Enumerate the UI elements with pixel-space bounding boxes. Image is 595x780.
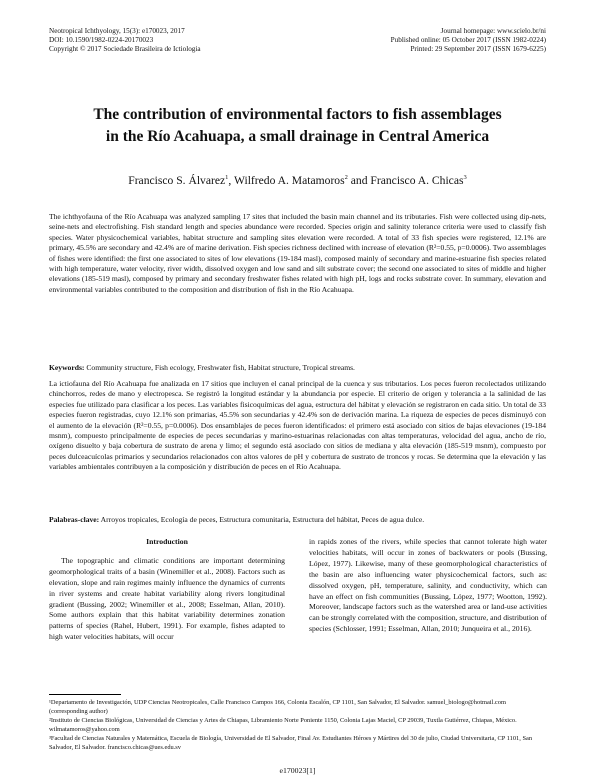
doi: DOI: 10.1590/1982-0224-20170023	[49, 36, 154, 45]
keywords-label: Keywords:	[49, 363, 85, 372]
intro-paragraph-right: in rapids zones of the rivers, while species that cannot tolerate high water velocities habitats, will occur in zones of backwaters or pools (Bussing, López, 1977). Likewise, many of these geomorphological characteristics of the basin are also influencing water physicochemical factors, such as: dissolved oxygen, pH, temperature, salinity, and conductivity, which can have an effect on fish communities (Bussing, López, 1977; Wootton, 1992). Moreover, landscape factors such as the watershed area or land-use activities can be strongly correlated with the composition, structure, and distribution of species (Schlosser, 1991; Esselman, Allan, 2010; Junqueira et al., 2016).	[309, 537, 547, 634]
keywords-spanish	[49, 515, 546, 525]
palabras-clave-text: Arroyos tropicales, Ecología de peces, Estructura comunitaria, Estructura del hábitat, Peces de agua dulce.	[99, 515, 425, 524]
palabras-clave-label: Palabras-clave:	[49, 515, 100, 524]
paper-title	[40, 104, 555, 148]
copyright: Copyright © 2017 Sociedade Brasileira de Ictiologia	[49, 45, 201, 54]
abstract-english: The ichthyofauna of the Río Acahuapa was analyzed sampling 17 sites that included the basin main channel and its tributaries. Fish were collected using dip-nets, seine-nets and electrofishing. Fish standard length and species abundance were recorded. Species origin and salinity tolerance criteria were used to classify fish species. Water physicochemical variables, habitat structure and sampling sites elevation were recorded. A total of 33 fish species were registered, 12.1% are primary, 45.5% are secondary and 42.4% are of marine derivation. Fish species richness declined with increase of elevation (R²=0.55, p=0.0006). Two assemblages of fishes were identified: the first one associated to sites of low elevations (19-184 masl), composed mainly of secondary and marine-estuarine fish species related with high temperature, water velocity, river width, dissolved oxygen and low sand and silt substrate cover; the second one associated to sites of middle and higher elevations (185-519 masl), composed by primary and secondary freshwater fishes related with high pH, logs and rocks substrate cover. In summary, elevation and environmental variables contributed to the composition and distribution of fish in the Río Acahuapa.	[49, 212, 547, 294]
title-line-1: The contribution of environmental factors to fish assemblages	[93, 106, 502, 123]
intro-left-column	[49, 537, 285, 643]
keywords-text: Community structure, Fish ecology, Freshwater fish, Habitat structure, Tropical streams.	[84, 363, 355, 372]
page-number: e170023[1]	[279, 766, 316, 775]
journal-homepage: Journal homepage: www.scielo.br/ni	[440, 27, 546, 35]
intro-right-column	[309, 537, 547, 635]
footnote-1: ¹Departamento de Investigación, UDP Ciencias Neotropicales, Calle Francisco Campos 166, Colonia Escalón, CP 1101, San Salvador, El Salvador. samuel_biologo@hotmail.com (corresponding author)	[49, 699, 506, 715]
footnote-2: ²Instituto de Ciencias Biológicas, Universidad de Ciencias y Artes de Chiapas, Libramiento Norte Poniente 1150, Colonia Lajas Maciel, CP 29039, Tuxtla Gutiérrez, Chiapas, México. wilmatamoros@yahoo.com	[49, 717, 517, 733]
author-3: Francisco A. Chicas	[370, 174, 464, 187]
author-1: Francisco S. Álvarez	[128, 174, 226, 187]
header-right	[266, 27, 546, 55]
abstract-spanish: La ictiofauna del Río Acahuapa fue analizada en 17 sitios que incluyen el canal principal de la cuenca y sus tributarios. Los peces fueron recolectados utilizando chinchorros, redes de mano y electropesca. Se registró la longitud estándar y la abundancia por especie. El criterio de origen y tolerancia a la salinidad de las especies fue utilizado para clasificar a los peces. Las variables fisicoquímicas del agua, estructura del hábitat y elevación se registraron en cada sitio. Un total de 33 especies fueron registradas, cuyo 12.1% son primarias, 45.5% son secundarias y 42.4% son de derivación marina. La riqueza de especies de peces disminuyó con el aumento de la elevación (R²=0.55, p=0.0006). Dos ensamblajes de peces fueron identificados: el primero está asociado con sitios de bajas elevaciones (19-184 msnm), compuesto principalmente de especies de peces secundarias y marino-estuarinas relacionadas con altas temperaturas, velocidad del agua, ancho de río, oxígeno disuelto y baja cobertura de sustrato de arena y limo; el segundo está asociado con sitios de mediana y alta elevación (185-519 msnm), compuesto por peces dulceacuícolas primarios y secundarios relacionados con altos valores de pH y cobertura de sustrato de troncos y rocas. Se determina que la elevación y las variables ambientales contribuyen a la composición y distribución de peces en el Río Acahuapa.	[49, 379, 546, 472]
author-2: Wilfredo A. Matamoros	[234, 174, 345, 187]
footnote-3: ³Facultad de Ciencias Naturales y Matemática, Escuela de Biología, Universidad de El Salvador, Final Av. Estudiantes Héroes y Mártires del 30 de julio, Ciudad Universitaria, CP 1101, San Salvador, El Salvador. francisco.chicas@ues.edu.sv	[49, 735, 533, 751]
journal-citation: Neotropical Ichthyology, 15(3): e170023, 2017	[49, 27, 185, 35]
author-list	[40, 174, 555, 187]
published-online: Published online: 05 October 2017 (ISSN 1982-0224)	[390, 36, 546, 45]
title-line-2: in the Río Acahuapa, a small drainage in Central America	[105, 128, 490, 145]
author-3-affil: 3	[463, 174, 467, 182]
section-heading-introduction: Introduction	[146, 537, 188, 546]
printed-date: Printed: 29 September 2017 (ISSN 1679-6225)	[410, 45, 546, 54]
author-separator: ,	[228, 174, 234, 187]
intro-paragraph-left: The topographic and climatic conditions are important determining geomorphological traits of a basin (Winemiller et al., 2008). Factors such as elevation, slope and rain regimes mainly influence the dynamics of currents in river systems and create habitat variability along rivers longitudinal gradient (Bussing, 2002; Winemiller et al., 2008; Esselman, Allan, 2010). Some authors explain that this habitat variability determines zonation patterns of species (Rahel, Hubert, 1991). For example, fishes adapted to high water velocities habitats, will occur	[49, 555, 285, 642]
keywords-english	[49, 363, 546, 373]
author-2-affil: 2	[344, 174, 348, 182]
affiliation-footnotes	[49, 698, 546, 752]
author-1-affil: 1	[225, 174, 229, 182]
author-separator: and	[347, 174, 371, 187]
footnote-divider	[49, 694, 121, 695]
